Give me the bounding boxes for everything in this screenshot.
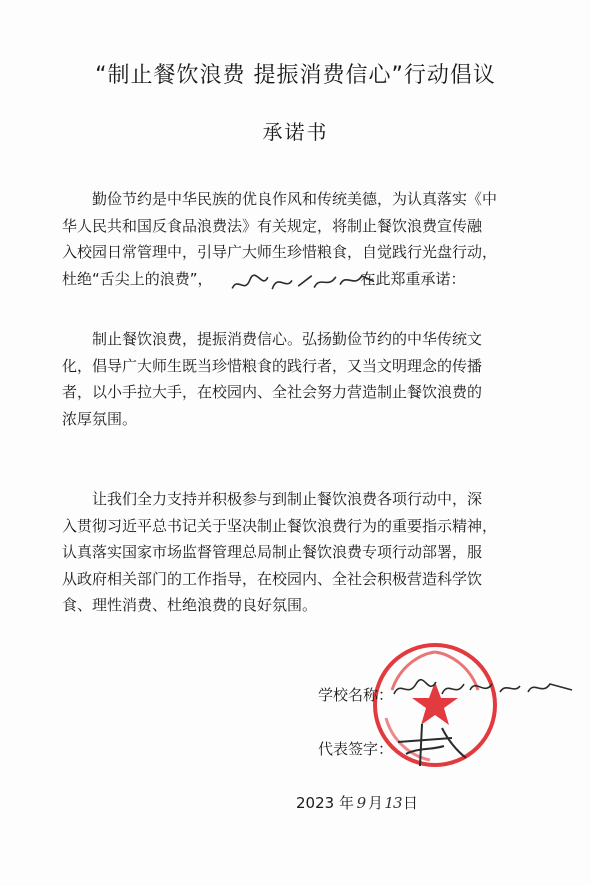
signature-date xyxy=(296,792,418,813)
paragraph-line: 认真落实国家市场监督管理总局制止餐饮浪费专项行动部署，服 xyxy=(62,543,483,561)
handwritten-school-name xyxy=(390,674,580,704)
paragraph-line: 食、理性消费、杜绝浪费的良好氛围。 xyxy=(62,596,318,614)
paragraph-commitment xyxy=(62,326,528,432)
document-title: “制止餐饮浪费 提振消费信心”行动倡议 xyxy=(95,63,496,88)
paragraph-line: 让我们全力支持并积极参与到制止餐饮浪费各项行动中，深 xyxy=(92,490,483,508)
signature-school-label: 学校名称： xyxy=(318,686,394,704)
paragraph-line: 化，倡导广大师生既当珍惜粮食的践行者，又当文明理念的传播 xyxy=(62,356,483,375)
paragraph-line-prefix: 杜绝“舌尖上的浪费”， xyxy=(62,269,213,288)
handwritten-school-name-inline xyxy=(228,265,379,298)
paragraph-line: 入校园日常管理中，引导广大师生珍惜粮食，自觉践行光盘行动， xyxy=(62,243,498,261)
paragraph-line: 入贯彻习近平总书记关于坚决制止餐饮浪费行为的重要指示精神， xyxy=(62,516,498,535)
date-month-label: 月 xyxy=(367,794,383,812)
signature-rep-label: 代表签字： xyxy=(318,740,394,758)
paragraph-line: 浓厚氛围。 xyxy=(62,409,138,428)
date-month-handwritten: 9 xyxy=(356,794,366,812)
date-year: 2023 年 xyxy=(296,794,354,812)
paragraph-line: 者，以小手拉大手，在校园内、全社会努力营造制止餐饮浪费的 xyxy=(62,383,483,401)
paragraph-line-suffix: 在此郑重承诺： xyxy=(360,269,466,288)
paragraph-line: 制止餐饮浪费，提振消费信心。弘扬勤俭节约的中华传统文 xyxy=(92,330,483,348)
date-day-label: 日 xyxy=(402,794,418,812)
paragraph-line: 华人民共和国反食品浪费法》有关规定，将制止餐饮浪费宣传融 xyxy=(62,216,483,235)
date-day-handwritten: 13 xyxy=(384,794,402,812)
document-subtitle: 承诺书 xyxy=(262,120,329,144)
paragraph-line: 勤俭节约是中华民族的优良作风和传统美德，为认真落实《中 xyxy=(92,190,498,208)
handwritten-signature xyxy=(392,720,472,770)
paragraph-line: 从政府相关部门的工作指导，在校园内、全社会积极营造科学饮 xyxy=(62,569,483,588)
paragraph-action xyxy=(62,486,528,619)
